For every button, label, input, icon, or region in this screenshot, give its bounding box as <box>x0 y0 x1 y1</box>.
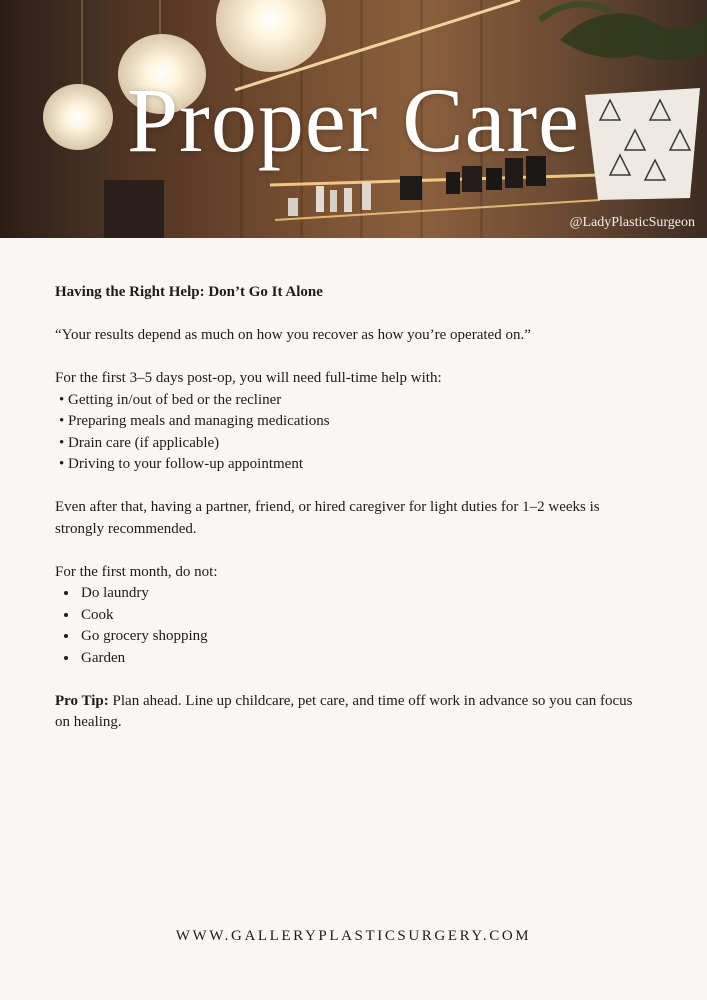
month-list <box>55 583 645 669</box>
lamp-top <box>216 0 326 72</box>
month-intro: For the first month, do not: <box>55 563 218 580</box>
page-title: Proper Care <box>127 69 580 171</box>
list-item: • Garden <box>79 648 645 670</box>
quote: “Your results depend as much on how you recover as how you’re operated on.” <box>55 327 531 343</box>
list-item: • Getting in/out of bed or the recliner <box>55 390 645 412</box>
list-item: • Driving to your follow-up appointment <box>55 454 645 476</box>
main-content <box>55 282 645 734</box>
hero-banner <box>0 0 707 238</box>
led-strip-shelf <box>270 175 600 185</box>
help-intro: For the first 3–5 days post-op, you will need full-time help with: <box>55 370 442 386</box>
after-text: Even after that, having a partner, friend, or hired caregiver for light duties for 1–2 weeks is strongly recommended. <box>55 499 600 537</box>
social-handle: @LadyPlasticSurgeon <box>569 215 695 230</box>
help-list <box>55 390 645 476</box>
pro-tip <box>55 691 645 734</box>
list-item: • Preparing meals and managing medications <box>55 411 645 433</box>
list-item: • Do laundry <box>79 583 645 605</box>
list-item: • Go grocery shopping <box>79 626 645 648</box>
list-item: • Drain care (if applicable) <box>55 433 645 455</box>
pro-tip-label: Pro Tip: <box>55 692 109 709</box>
doorway <box>104 180 164 238</box>
pro-tip-text: Plan ahead. Line up childcare, pet care, and time off work in advance so you can focus on healing. <box>55 692 633 730</box>
footer-website: WWW.GALLERYPLASTICSURGERY.COM <box>175 928 532 944</box>
list-item: • Cook <box>79 605 645 627</box>
section-heading: Having the Right Help: Don’t Go It Alone <box>55 284 323 300</box>
